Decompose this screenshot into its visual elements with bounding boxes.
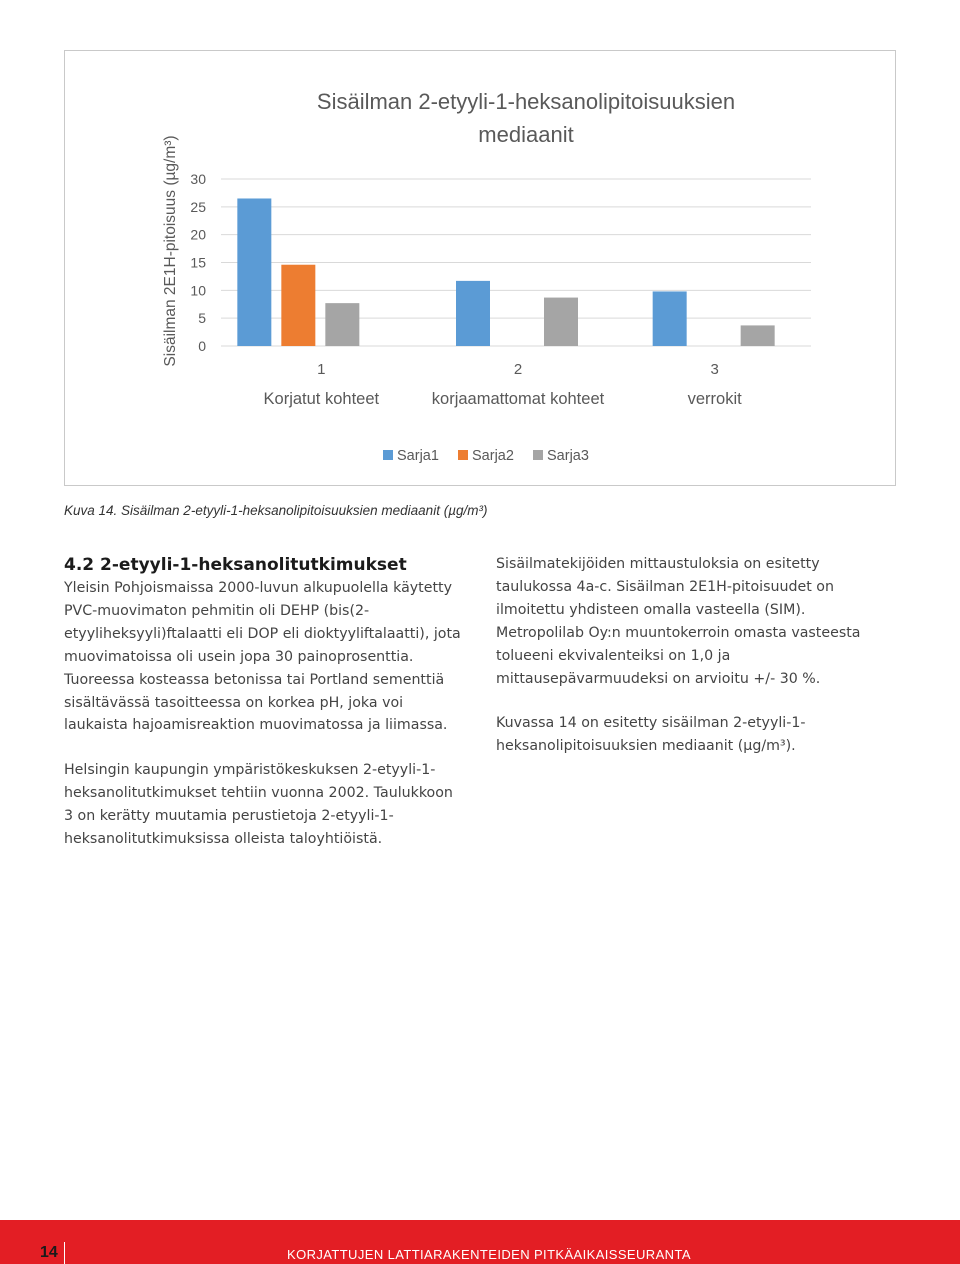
- y-tick-label: 10: [190, 282, 206, 299]
- bar-chart: [65, 51, 897, 487]
- category-label: verrokit: [687, 390, 742, 408]
- bar-sarja3-1: [325, 303, 359, 346]
- legend-swatch-sarja2: [458, 450, 468, 460]
- section-number: 4.2: [64, 555, 95, 575]
- legend-swatch-sarja3: [533, 450, 543, 460]
- page-number: 14: [40, 1244, 58, 1261]
- bar-sarja3-3: [741, 325, 775, 346]
- footer-title: KORJATTUJEN LATTIARAKENTEIDEN PITKÄAIKAISSEURANTA: [287, 1247, 691, 1262]
- y-tick-label: 25: [190, 198, 206, 215]
- y-tick-label: 20: [190, 226, 206, 243]
- section-title: 2-etyyli-1-heksanolitutkimukset: [100, 555, 407, 575]
- bar-sarja3-2: [544, 298, 578, 346]
- right-column: [496, 553, 896, 758]
- legend-label-sarja1: Sarja1: [397, 448, 439, 464]
- paragraph: Kuvassa 14 on esitetty sisäilman 2-etyyli-1-heksanolipitoisuuksien mediaanit (µg/m³).: [496, 715, 806, 755]
- figure-caption: Kuva 14. Sisäilman 2-etyyli-1-heksanolipitoisuuksien mediaanit (µg/m³): [64, 503, 488, 518]
- bar-sarja1-1: [237, 198, 271, 346]
- paragraph: Yleisin Pohjoismaissa 2000-luvun alkupuolella käytetty PVC-muovimaton pehmitin oli DEHP (bis(2-etyyliheksyyli)ftalaatti eli DOP eli dioktyyliftalaatti), jota muovimatoissa oli usein jopa 30 painoprosenttia. Tuoreessa kosteassa betonissa tai Portland sementtiä sisältävässä tasoitteessa on korkea pH, joka voi laukaista hajoamisreaktion muovimatossa ja liimassa.: [64, 580, 461, 734]
- chart-title-line: Sisäilman 2-etyyli-1-heksanolipitoisuuksien: [316, 89, 736, 114]
- x-tick-label: 1: [317, 361, 326, 378]
- bar-sarja1-2: [456, 281, 490, 346]
- y-tick-label: 0: [198, 338, 206, 354]
- paragraph: Helsingin kaupungin ympäristökeskuksen 2-etyyli-1-heksanolitutkimukset tehtiin vuonna 2002. Taulukkoon 3 on kerätty muutamia perustietoja 2-etyyli-1-heksanolitutkimuksissa olleista taloyhtiöistä.: [64, 762, 453, 848]
- category-label: korjaamattomat kohteet: [431, 390, 605, 408]
- y-tick-label: 15: [190, 254, 206, 271]
- chart-frame: [64, 50, 896, 486]
- bar-sarja1-3: [653, 291, 687, 346]
- y-axis-label: Sisäilman 2E1H-pitoisuus (µg/m³): [162, 135, 179, 367]
- x-tick-label: 3: [710, 361, 719, 378]
- left-column: [64, 553, 464, 851]
- y-tick-label: 30: [190, 171, 206, 187]
- legend-label-sarja3: Sarja3: [547, 448, 589, 464]
- legend-swatch-sarja1: [383, 450, 393, 460]
- x-tick-label: 2: [513, 361, 523, 378]
- bar-sarja2-1: [281, 265, 315, 346]
- legend-label-sarja2: Sarja2: [472, 448, 514, 464]
- category-label: Korjatut kohteet: [263, 390, 380, 408]
- chart-title-line: mediaanit: [478, 122, 574, 147]
- footer-divider: [64, 1242, 65, 1264]
- y-tick-label: 5: [198, 310, 206, 327]
- section-heading: [64, 553, 464, 577]
- paragraph: Sisäilmatekijöiden mittaustuloksia on esitetty taulukossa 4a-c. Sisäilman 2E1H-pitoisuudet on ilmoitettu yhdisteen omalla vasteella (SIM). Metropolilab Oy:n muuntokerroin omasta vasteesta tolueeni ekvivalenteiksi on 1,0 ja mittausepävarmuudeksi on arvioitu +/- 30 %.: [496, 556, 861, 687]
